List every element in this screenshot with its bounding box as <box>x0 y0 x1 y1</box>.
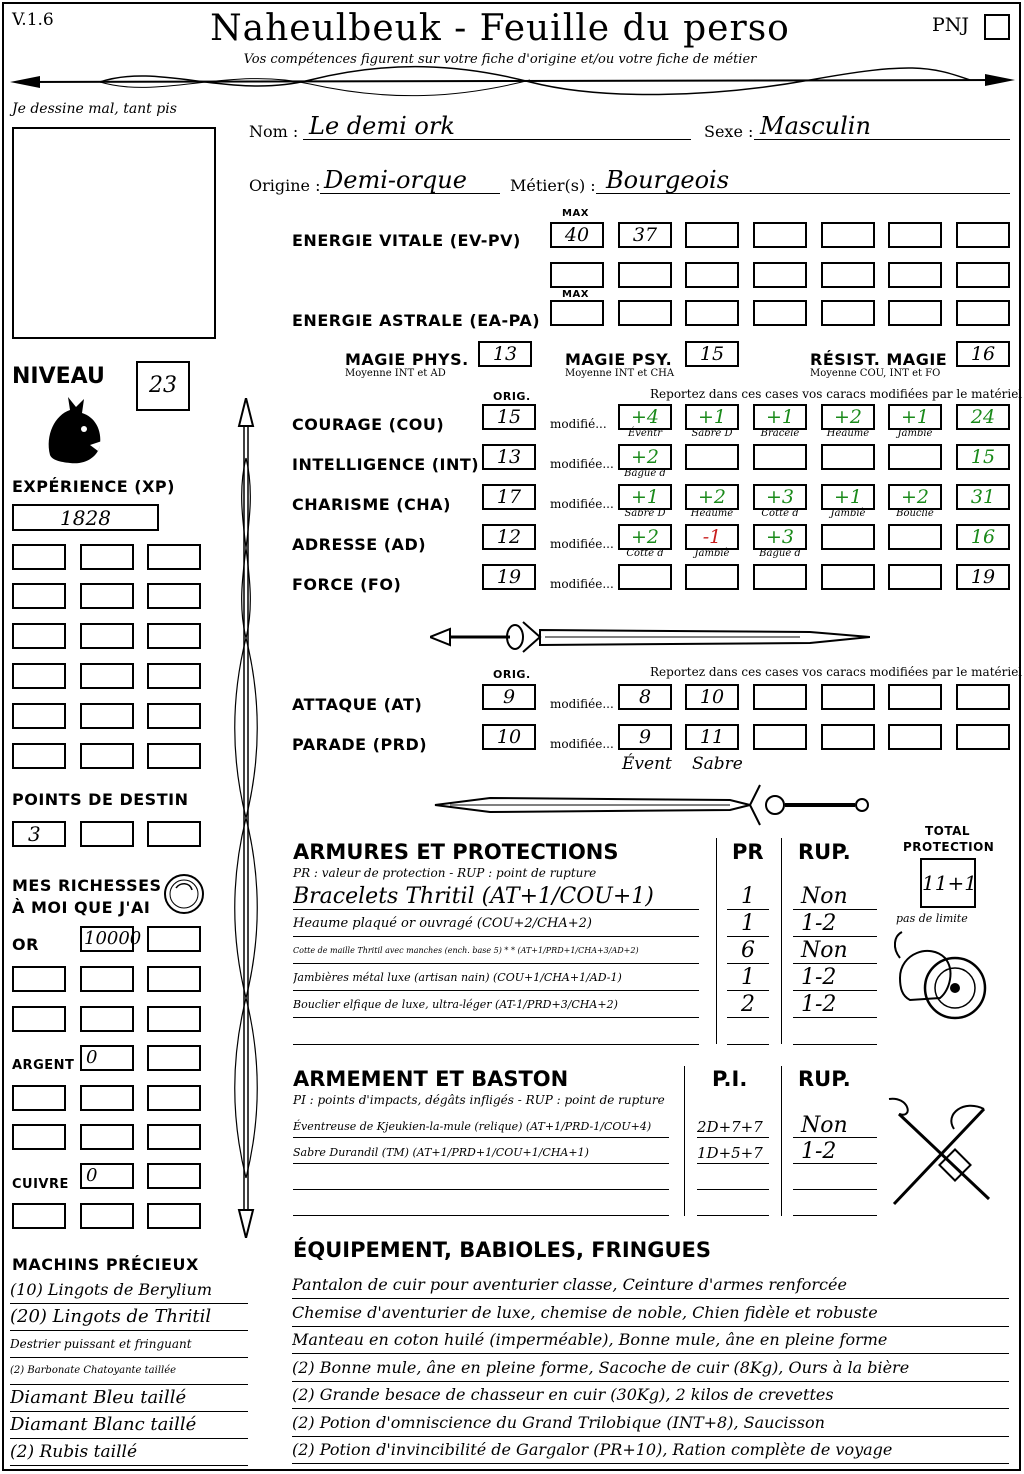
armement-col-divider <box>781 1066 782 1216</box>
prd-label: PARADE (PRD) <box>292 735 428 754</box>
xp-cell[interactable] <box>147 583 201 609</box>
spear-divider <box>10 62 1015 102</box>
carac-total-cell[interactable]: 15 <box>956 444 1010 470</box>
xp-cell[interactable] <box>147 743 201 769</box>
ev-current-cell[interactable]: 37 <box>618 222 672 248</box>
combat-report-note: Reportez dans ces cases vos caracs modifiées par le matériel <box>650 665 1023 679</box>
carac-mod-cell[interactable] <box>685 564 739 590</box>
weapon-caption: Sabre <box>692 754 743 774</box>
cuivre-label: CUIVRE <box>12 1177 69 1192</box>
xp-cell[interactable] <box>80 663 134 689</box>
carac-label: FORCE (FO) <box>292 575 402 594</box>
arme-empty-line[interactable] <box>293 1165 669 1190</box>
carac-mod-cell[interactable] <box>618 564 672 590</box>
equipement-item[interactable]: Pantalon de cuir pour aventurier classe, Ceinture d'armes renforcée <box>292 1272 1009 1299</box>
carac-mod-cell[interactable]: +1 <box>685 404 739 430</box>
ea-cell[interactable] <box>550 300 604 326</box>
arme-pi[interactable]: 1D+5+7 <box>697 1139 769 1164</box>
armure-rup[interactable]: Non <box>793 938 877 964</box>
armure-pr[interactable]: 1 <box>727 884 769 910</box>
xp-cell[interactable] <box>12 703 66 729</box>
carac-modif-label: modifiée... <box>550 537 614 551</box>
argent-cell[interactable] <box>12 1124 66 1150</box>
cuivre-cell[interactable] <box>147 1203 201 1229</box>
carac-mod-cell[interactable]: +3 <box>753 524 807 550</box>
machin-item[interactable]: (2) Barbonate Chatoyante taillée <box>10 1358 248 1385</box>
xp-cell[interactable] <box>80 623 134 649</box>
or-cell[interactable] <box>12 1006 66 1032</box>
xp-cell[interactable] <box>80 703 134 729</box>
prd-mod-cell[interactable] <box>821 724 875 750</box>
at-mod-cell[interactable] <box>956 684 1010 710</box>
armures-note: PR : valeur de protection - RUP : point de rupture <box>293 866 597 880</box>
report-note: Reportez dans ces cases vos caracs modifiées par le matériel <box>650 387 1023 401</box>
prd-mod-cell[interactable]: 11 <box>685 724 739 750</box>
carac-mod-cell[interactable]: +1 <box>888 404 942 430</box>
xp-label: EXPÉRIENCE (XP) <box>12 477 175 496</box>
carac-total-cell[interactable]: 24 <box>956 404 1010 430</box>
nom-label: Nom : <box>249 122 299 141</box>
or-cell[interactable] <box>12 966 66 992</box>
arme-pi[interactable]: 2D+7+7 <box>697 1113 769 1138</box>
pnj-label: PNJ <box>932 14 970 36</box>
metier-field[interactable]: Bourgeois <box>596 166 1010 194</box>
ev-cell[interactable] <box>956 222 1010 248</box>
at-modif-label: modifiée... <box>550 697 614 711</box>
machin-item[interactable]: Diamant Bleu taillé <box>10 1385 248 1412</box>
total-label: TOTAL <box>925 824 971 838</box>
combat-orig-label: ORIG. <box>493 668 531 681</box>
carac-mod-cell[interactable]: +4 <box>618 404 672 430</box>
carac-mod-source: Bague d <box>759 548 801 559</box>
carac-mod-cell[interactable]: +2 <box>888 484 942 510</box>
arme-empty-line[interactable] <box>697 1165 769 1190</box>
argent-cell[interactable]: 0 <box>80 1045 134 1071</box>
weapons-icon <box>884 1094 1004 1214</box>
carac-mod-cell[interactable] <box>821 564 875 590</box>
xp-cell[interactable]: 1828 <box>12 504 159 531</box>
carac-mod-source: Bouclie <box>896 508 934 519</box>
carac-mod-cell[interactable] <box>821 444 875 470</box>
carac-mod-cell[interactable] <box>888 564 942 590</box>
magie-psy-cell[interactable]: 15 <box>685 341 739 367</box>
carac-mod-source: Sabre D <box>624 508 666 519</box>
argent-cell[interactable] <box>147 1045 201 1071</box>
carac-label: COURAGE (COU) <box>292 415 445 434</box>
sexe-field[interactable]: Masculin <box>754 112 1010 140</box>
armement-col-divider <box>684 1066 685 1216</box>
destin-cell[interactable] <box>147 821 201 847</box>
armure-empty-line[interactable] <box>293 1019 699 1045</box>
argent-cell[interactable] <box>147 1124 201 1150</box>
armure-rup[interactable]: 1-2 <box>793 911 877 937</box>
sheet-subtitle: Vos compétences figurent sur votre fiche d'origine et/ou votre fiche de métier <box>243 52 757 67</box>
machin-item[interactable]: Destrier puissant et fringuant <box>10 1331 248 1358</box>
magie-psy-note: Moyenne INT et CHA <box>565 368 675 379</box>
carac-mod-source: Heaume <box>690 508 734 519</box>
carac-mod-cell[interactable] <box>821 524 875 550</box>
carac-mod-cell[interactable]: -1 <box>685 524 739 550</box>
pnj-checkbox[interactable] <box>984 14 1010 40</box>
richesses-label: MES RICHESSES <box>12 876 162 895</box>
armure-pr[interactable]: 1 <box>727 911 769 937</box>
machin-item[interactable]: (20) Lingots de Thritil <box>10 1304 248 1331</box>
cuivre-cell[interactable] <box>12 1203 66 1229</box>
arme-rup[interactable]: Non <box>793 1113 877 1138</box>
ev-cell[interactable] <box>956 262 1010 288</box>
prd-mod-cell[interactable] <box>888 724 942 750</box>
arme-empty-line[interactable] <box>793 1191 877 1216</box>
arme-name[interactable]: Sabre Durandil (TM) (AT+1/PRD+1/COU+1/CHA+1) <box>293 1139 669 1164</box>
pi-label: P.I. <box>712 1067 748 1091</box>
equipement-item[interactable]: (2) Potion d'omniscience du Grand Trilobique (INT+8), Saucisson <box>292 1410 1009 1437</box>
destin-label: POINTS DE DESTIN <box>12 790 189 809</box>
ev-cell[interactable] <box>888 222 942 248</box>
magie-phys-cell[interactable]: 13 <box>478 341 532 367</box>
at-orig-cell[interactable]: 9 <box>482 684 536 710</box>
metier-label: Métier(s) : <box>510 176 596 195</box>
carac-orig-cell[interactable]: 12 <box>482 524 536 550</box>
at-mod-cell[interactable]: 10 <box>685 684 739 710</box>
armure-empty-line[interactable] <box>727 1019 769 1045</box>
xp-cell[interactable] <box>12 583 66 609</box>
argent-cell[interactable] <box>80 1085 134 1111</box>
resist-magie-note: Moyenne COU, INT et FO <box>810 368 941 379</box>
armement-title: ARMEMENT ET BASTON <box>293 1067 569 1091</box>
at-mod-cell[interactable] <box>753 684 807 710</box>
ev-cell[interactable] <box>753 222 807 248</box>
version-label: V.1.6 <box>12 10 54 30</box>
equipement-item[interactable]: (2) Bonne mule, âne en pleine forme, Sacoche de cuir (8Kg), Ours à la bière <box>292 1355 1009 1382</box>
prd-mod-cell[interactable] <box>753 724 807 750</box>
xp-cell[interactable] <box>12 663 66 689</box>
carac-mod-source: Jambiè <box>830 508 866 519</box>
ev-cell[interactable] <box>685 222 739 248</box>
origine-field[interactable]: Demi-orque <box>320 166 500 194</box>
xp-cell[interactable] <box>80 544 134 570</box>
carac-mod-source: Jambiè <box>694 548 730 559</box>
at-mod-cell[interactable] <box>821 684 875 710</box>
equipement-item[interactable]: (2) Potion d'invincibilité de Gargalor (PR+10), Ration complète de voyage <box>292 1437 1009 1464</box>
or-label: OR <box>12 935 39 954</box>
carac-mod-cell[interactable]: +1 <box>618 484 672 510</box>
or-cell[interactable] <box>147 1006 201 1032</box>
prd-modif-label: modifiée... <box>550 737 614 751</box>
sword-divider <box>430 780 870 830</box>
carac-orig-cell[interactable]: 19 <box>482 564 536 590</box>
spear-vertical <box>226 398 266 1238</box>
cuivre-cell[interactable] <box>80 1203 134 1229</box>
carac-mod-cell[interactable] <box>685 444 739 470</box>
armure-name[interactable]: Jambières métal luxe (artisan nain) (COU+1/CHA+1/AD-1) <box>293 965 699 991</box>
carac-mod-cell[interactable]: +2 <box>821 404 875 430</box>
carac-orig-cell[interactable]: 15 <box>482 404 536 430</box>
carac-mod-source: Cotte d <box>626 548 664 559</box>
carac-total-cell[interactable]: 16 <box>956 524 1010 550</box>
ev-label: ENERGIE VITALE (EV-PV) <box>292 231 521 250</box>
armure-name[interactable]: Bouclier elfique de luxe, ultra-léger (AT-1/PRD+3/CHA+2) <box>293 992 699 1018</box>
xp-cell[interactable] <box>147 663 201 689</box>
carac-mod-cell[interactable]: +1 <box>821 484 875 510</box>
or-cell[interactable] <box>147 966 201 992</box>
carac-mod-cell[interactable] <box>753 444 807 470</box>
magie-phys-note: Moyenne INT et AD <box>345 368 446 379</box>
ev-cell[interactable] <box>685 262 739 288</box>
at-mod-cell[interactable] <box>888 684 942 710</box>
coin-icon <box>162 872 206 916</box>
ea-cell[interactable] <box>888 300 942 326</box>
carac-mod-source: Éventr <box>627 428 663 439</box>
ev-cell[interactable] <box>618 262 672 288</box>
carac-label: INTELLIGENCE (INT) <box>292 455 480 474</box>
equipement-item[interactable]: Manteau en coton huilé (imperméable), Bonne mule, âne en pleine forme <box>292 1327 1009 1354</box>
carac-mod-source: Cotte d <box>761 508 799 519</box>
weapon-caption: Évent <box>622 754 672 774</box>
sword-divider <box>430 612 870 662</box>
equipement-title: ÉQUIPEMENT, BABIOLES, FRINGUES <box>293 1238 711 1262</box>
sheet-title: Naheulbeuk - Feuille du perso <box>210 8 790 49</box>
at-mod-cell[interactable]: 8 <box>618 684 672 710</box>
machin-item[interactable]: (2) Rubis taillé <box>10 1439 248 1466</box>
resist-magie-cell[interactable]: 16 <box>956 341 1010 367</box>
ev-cell[interactable] <box>888 262 942 288</box>
carac-modif-label: modifiée... <box>550 457 614 471</box>
machin-item[interactable]: (10) Lingots de Berylium <box>10 1277 248 1304</box>
carac-modif-label: modifiée... <box>550 577 614 591</box>
helmet-shield-icon <box>890 928 990 1028</box>
armure-empty-line[interactable] <box>793 1019 877 1045</box>
carac-total-cell[interactable]: 31 <box>956 484 1010 510</box>
ea-max-label: MAX <box>562 289 589 300</box>
arme-empty-line[interactable] <box>793 1165 877 1190</box>
armure-name[interactable]: Cotte de maille Thritil avec manches (ench. base 5) * * (AT+1/PRD+1/CHA+3/AD+2) <box>293 938 699 964</box>
armures-col-divider <box>781 838 782 1044</box>
xp-cell[interactable] <box>80 583 134 609</box>
destin-cell[interactable] <box>80 821 134 847</box>
niveau-label: NIVEAU <box>12 364 105 389</box>
carac-mod-source: Heaume <box>826 428 870 439</box>
xp-cell[interactable] <box>12 544 66 570</box>
or-cell[interactable] <box>80 1006 134 1032</box>
carac-mod-cell[interactable] <box>753 564 807 590</box>
carac-mod-cell[interactable]: +2 <box>618 524 672 550</box>
ea-cell[interactable] <box>685 300 739 326</box>
prd-orig-cell[interactable]: 10 <box>482 724 536 750</box>
carac-mod-cell[interactable] <box>888 524 942 550</box>
machin-item[interactable]: Diamant Blanc taillé <box>10 1412 248 1439</box>
argent-cell[interactable] <box>147 1085 201 1111</box>
carac-mod-source: Bague d <box>624 468 666 479</box>
richesses-label-2: À MOI QUE J'AI <box>12 898 151 917</box>
armure-name[interactable]: Heaume plaqué or ouvragé (COU+2/CHA+2) <box>293 911 699 937</box>
prd-mod-cell[interactable]: 9 <box>618 724 672 750</box>
carac-mod-cell[interactable] <box>888 444 942 470</box>
origine-label: Origine : <box>249 176 321 195</box>
prd-mod-cell[interactable] <box>956 724 1010 750</box>
ea-cell[interactable] <box>618 300 672 326</box>
armure-pr[interactable]: 1 <box>727 965 769 991</box>
ea-label: ENERGIE ASTRALE (EA-PA) <box>292 311 541 330</box>
orig-label: ORIG. <box>493 390 531 403</box>
dragon-icon <box>40 395 106 467</box>
equipement-item[interactable]: (2) Grande besace de chasseur en cuir (30Kg), 2 kilos de crevettes <box>292 1382 1009 1409</box>
niveau-cell[interactable]: 23 <box>136 361 190 411</box>
armures-rup-label: RUP. <box>798 840 851 864</box>
ev-cell[interactable] <box>821 262 875 288</box>
ea-cell[interactable] <box>753 300 807 326</box>
ev-cell[interactable] <box>821 222 875 248</box>
ev-max-label: MAX <box>562 208 589 219</box>
no-limit-note: pas de limite <box>896 912 968 925</box>
carac-mod-cell[interactable]: +2 <box>618 444 672 470</box>
magie-psy-label: MAGIE PSY. <box>565 350 673 369</box>
or-cell[interactable] <box>147 926 201 952</box>
pr-label: PR <box>732 840 764 864</box>
xp-cell[interactable] <box>147 703 201 729</box>
cuivre-cell[interactable]: 0 <box>80 1163 134 1189</box>
at-label: ATTAQUE (AT) <box>292 695 423 714</box>
armement-note: PI : points d'impacts, dégâts infligés - RUP : point de rupture <box>293 1093 665 1107</box>
or-cell[interactable]: 10000 <box>80 926 134 952</box>
xp-cell[interactable] <box>147 544 201 570</box>
armure-pr[interactable]: 6 <box>727 938 769 964</box>
armure-name[interactable]: Bracelets Thritil (AT+1/COU+1) <box>293 884 699 910</box>
carac-orig-cell[interactable]: 13 <box>482 444 536 470</box>
carac-orig-cell[interactable]: 17 <box>482 484 536 510</box>
cuivre-cell[interactable] <box>147 1163 201 1189</box>
ea-cell[interactable] <box>956 300 1010 326</box>
armement-rup-label: RUP. <box>798 1067 851 1091</box>
argent-cell[interactable] <box>80 1124 134 1150</box>
total-label-2: PROTECTION <box>903 840 995 854</box>
xp-cell[interactable] <box>12 743 66 769</box>
armure-rup[interactable]: 1-2 <box>793 965 877 991</box>
arme-name[interactable]: Éventreuse de Kjeukien-la-mule (relique) (AT+1/PRD-1/COU+4) <box>293 1113 669 1138</box>
xp-cell[interactable] <box>12 623 66 649</box>
carac-label: ADRESSE (AD) <box>292 535 427 554</box>
armure-rup[interactable]: 1-2 <box>793 992 877 1018</box>
portrait-caption: Je dessine mal, tant pis <box>12 101 177 117</box>
carac-total-cell[interactable]: 19 <box>956 564 1010 590</box>
or-cell[interactable] <box>80 966 134 992</box>
ev-cell[interactable] <box>753 262 807 288</box>
arme-empty-line[interactable] <box>697 1191 769 1216</box>
total-protection-cell[interactable]: 11+1 <box>920 858 976 908</box>
equipement-item[interactable]: Chemise d'aventurier de luxe, chemise de noble, Chien fidèle et robuste <box>292 1300 1009 1327</box>
destin-cell[interactable]: 3 <box>12 821 66 847</box>
ev-cell[interactable] <box>550 262 604 288</box>
carac-label: CHARISME (CHA) <box>292 495 451 514</box>
arme-rup[interactable]: 1-2 <box>793 1139 877 1164</box>
arme-empty-line[interactable] <box>293 1191 669 1216</box>
carac-mod-cell[interactable]: +1 <box>753 404 807 430</box>
magie-phys-label: MAGIE PHYS. <box>345 350 469 369</box>
carac-mod-source: Bracele <box>760 428 800 439</box>
nom-field[interactable]: Le demi ork <box>303 112 691 140</box>
machins-label: MACHINS PRÉCIEUX <box>12 1255 199 1274</box>
xp-cell[interactable] <box>147 623 201 649</box>
carac-modif-label: modifiée... <box>550 497 614 511</box>
armure-rup[interactable]: Non <box>793 884 877 910</box>
xp-cell[interactable] <box>80 743 134 769</box>
carac-modif-label: modifié... <box>550 417 607 431</box>
armure-pr[interactable]: 2 <box>727 992 769 1018</box>
carac-mod-source: Sabre D <box>691 428 733 439</box>
argent-label: ARGENT <box>12 1058 75 1073</box>
portrait-box[interactable] <box>12 127 216 339</box>
armures-col-divider <box>716 838 717 1044</box>
ea-cell[interactable] <box>821 300 875 326</box>
carac-mod-source: Jambie <box>897 428 933 439</box>
carac-mod-cell[interactable]: +2 <box>685 484 739 510</box>
ev-max-cell[interactable]: 40 <box>550 222 604 248</box>
carac-mod-cell[interactable]: +3 <box>753 484 807 510</box>
armures-title: ARMURES ET PROTECTIONS <box>293 840 619 864</box>
sexe-label: Sexe : <box>704 122 754 141</box>
resist-magie-label: RÉSIST. MAGIE <box>810 350 948 369</box>
argent-cell[interactable] <box>12 1085 66 1111</box>
